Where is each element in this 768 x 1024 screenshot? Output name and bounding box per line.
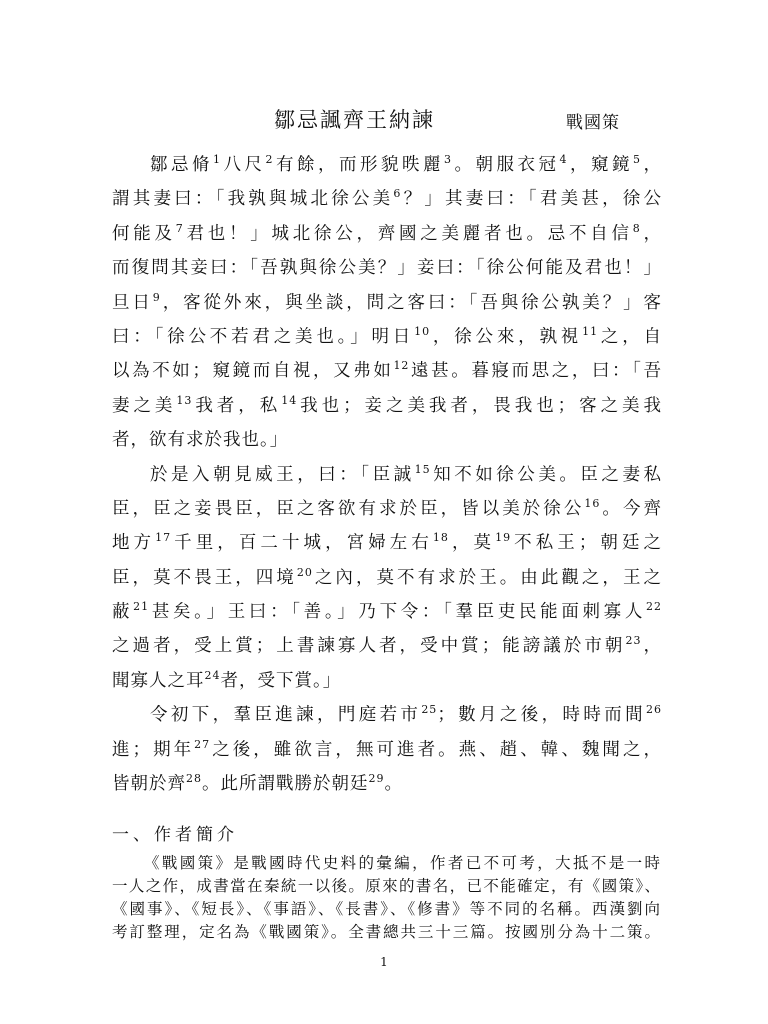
text-segment: 千里，百二十城，宮婦左右 [171, 533, 433, 554]
footnote-marker: 1 [213, 153, 221, 167]
text-segment: 皆朝於齊 [112, 774, 186, 795]
footnote-marker: 3 [444, 153, 452, 167]
footnote-marker: 8 [632, 221, 641, 235]
text-segment: 我也；妾之美我者，畏我也；客之美我 [297, 395, 663, 416]
text-segment: 妻之美 [112, 395, 177, 416]
text-segment: 知不如徐公美。臣之妻私 [430, 464, 662, 485]
footnote-marker: 6 [393, 187, 402, 201]
section-heading: 一、作者簡介 [112, 825, 238, 845]
classical-text [112, 148, 662, 801]
text-segment: 而復問其妾曰：「吾孰與徐公美？」妾曰：「徐公何能及君也！」 [112, 258, 662, 279]
text-segment: 。 [384, 774, 403, 795]
text-line [112, 526, 662, 560]
text-segment: 甚矣。」王曰：「善。」乃下令：「羣臣吏民能面刺寡人 [149, 602, 647, 623]
text-segment: 蔽 [112, 602, 134, 623]
page-number: 1 [380, 955, 388, 969]
footnote-marker: 18 [432, 531, 449, 545]
text-segment: ， [640, 223, 662, 244]
author-intro [112, 852, 660, 944]
text-line [112, 458, 662, 492]
text-segment: 遠甚。暮寢而思之，曰：「吾 [409, 361, 663, 382]
text-segment: 地方 [112, 533, 156, 554]
text-line [112, 148, 662, 182]
text-line [112, 251, 662, 285]
text-line [112, 320, 662, 354]
footnote-marker: 9 [152, 290, 161, 304]
text-segment: 聞寡人之耳 [112, 670, 205, 691]
footnote-marker: 27 [194, 737, 211, 751]
text-segment: 八尺 [221, 155, 266, 175]
footnote-marker: 19 [495, 531, 512, 545]
footnote-marker: 26 [646, 703, 663, 717]
text-segment: 令初下，羣臣進諫，門庭若市 [150, 705, 422, 726]
text-line [112, 629, 662, 663]
intro-line: 一人之作，成書當在秦統一以後。原來的書名，已不能確定，有《國策》、 [112, 877, 660, 895]
text-line [112, 182, 662, 216]
text-segment: 有餘，而形貌昳麗 [273, 155, 444, 175]
text-segment: 謂其妻曰：「我孰與城北徐公美 [112, 189, 394, 210]
footnote-marker: 10 [414, 325, 431, 339]
intro-line: 《國事》、《短長》、《事語》、《長書》、《修書》等不同的名稱。西漢劉向 [112, 900, 660, 918]
footnote-marker: 2 [265, 153, 274, 167]
text-segment: ，窺鏡 [567, 155, 633, 175]
text-segment: 進；期年 [112, 739, 195, 760]
footnote-marker: 28 [186, 772, 202, 786]
footnote-marker: 15 [414, 462, 431, 476]
text-segment: 君也！」城北徐公，齊國之美麗者也。忌不自信 [183, 223, 633, 244]
text-segment: 以為不如；窺鏡而自視，又弗如 [112, 361, 394, 382]
text-segment: ， [641, 636, 663, 657]
footnote-marker: 21 [133, 600, 150, 614]
footnote-marker: 16 [584, 497, 601, 511]
document-title: 鄒忌諷齊王納諫 [274, 108, 435, 132]
text-line [112, 664, 662, 698]
footnote-marker: 14 [281, 393, 298, 407]
footnote-marker: 25 [421, 703, 438, 717]
footnote-marker: 7 [175, 221, 184, 235]
text-segment: 鄒忌脩 [150, 155, 213, 175]
text-line [112, 389, 662, 423]
text-segment: 不私王；朝廷之 [511, 533, 663, 554]
footnote-marker: 13 [176, 393, 193, 407]
text-segment: 。此所謂戰勝於朝廷 [202, 774, 369, 795]
text-segment: 之，自 [598, 326, 663, 347]
document-source: 戰國策 [566, 113, 620, 133]
text-segment: ，莫 [448, 533, 496, 554]
text-segment: 於是入朝見威王，曰：「臣誠 [150, 464, 415, 485]
text-line [112, 423, 662, 457]
text-segment: ，客從外來，與坐談，問之客曰：「吾與徐公孰美？」客 [160, 292, 662, 313]
text-segment: ；數月之後，時時而間 [437, 705, 647, 726]
footnote-marker: 11 [582, 325, 599, 339]
text-line [112, 767, 662, 801]
title-row [0, 104, 768, 134]
footnote-marker: 24 [204, 669, 221, 683]
text-segment: 我者，私 [192, 395, 282, 416]
text-line [112, 286, 662, 320]
text-segment: ，徐公來，孰視 [430, 326, 583, 347]
text-segment: 之後，雖欲言，無可進者。燕、趙、韓、魏聞之， [210, 739, 663, 760]
footnote-marker: 23 [625, 634, 642, 648]
text-line [112, 217, 662, 251]
intro-line: 《戰國策》是戰國時代史料的彙編，作者已不可考，大抵不是一時 [144, 854, 660, 872]
footnote-marker: 5 [633, 153, 641, 167]
text-segment: 之內，莫不有求於王。由此觀之，王之 [312, 567, 663, 588]
text-segment: 。今齊 [600, 498, 663, 519]
text-segment: ， [641, 155, 662, 175]
intro-line: 考訂整理，定名為《戰國策》。全書總共三十三篇。按國別分為十二策。 [112, 923, 660, 941]
text-segment: 者，欲有求於我也。」 [112, 430, 289, 451]
text-segment: 旦日 [112, 292, 153, 313]
text-line [112, 492, 662, 526]
footnote-marker: 20 [296, 565, 313, 579]
text-segment: 臣，莫不畏王，四境 [112, 567, 297, 588]
text-segment: 臣，臣之妾畏臣，臣之客欲有求於臣，皆以美於徐公 [112, 498, 585, 519]
text-line [112, 354, 662, 388]
footnote-marker: 12 [393, 359, 410, 373]
text-line [112, 561, 662, 595]
footnote-marker: 4 [559, 153, 568, 167]
text-line [112, 595, 662, 629]
text-line [112, 733, 662, 767]
text-line [112, 698, 662, 732]
text-segment: 之過者，受上賞；上書諫寡人者，受中賞；能謗議於市朝 [112, 636, 626, 657]
footnote-marker: 29 [368, 772, 385, 786]
text-segment: ？」其妻曰：「君美甚，徐公 [401, 189, 663, 210]
text-segment: 者，受下賞。」 [220, 670, 342, 691]
text-segment: 曰：「徐公不若君之美也。」明日 [112, 326, 415, 347]
footnote-marker: 17 [155, 531, 172, 545]
text-segment: 何能及 [112, 223, 176, 244]
footnote-marker: 22 [646, 600, 663, 614]
text-segment: 。朝服衣冠 [452, 155, 560, 175]
